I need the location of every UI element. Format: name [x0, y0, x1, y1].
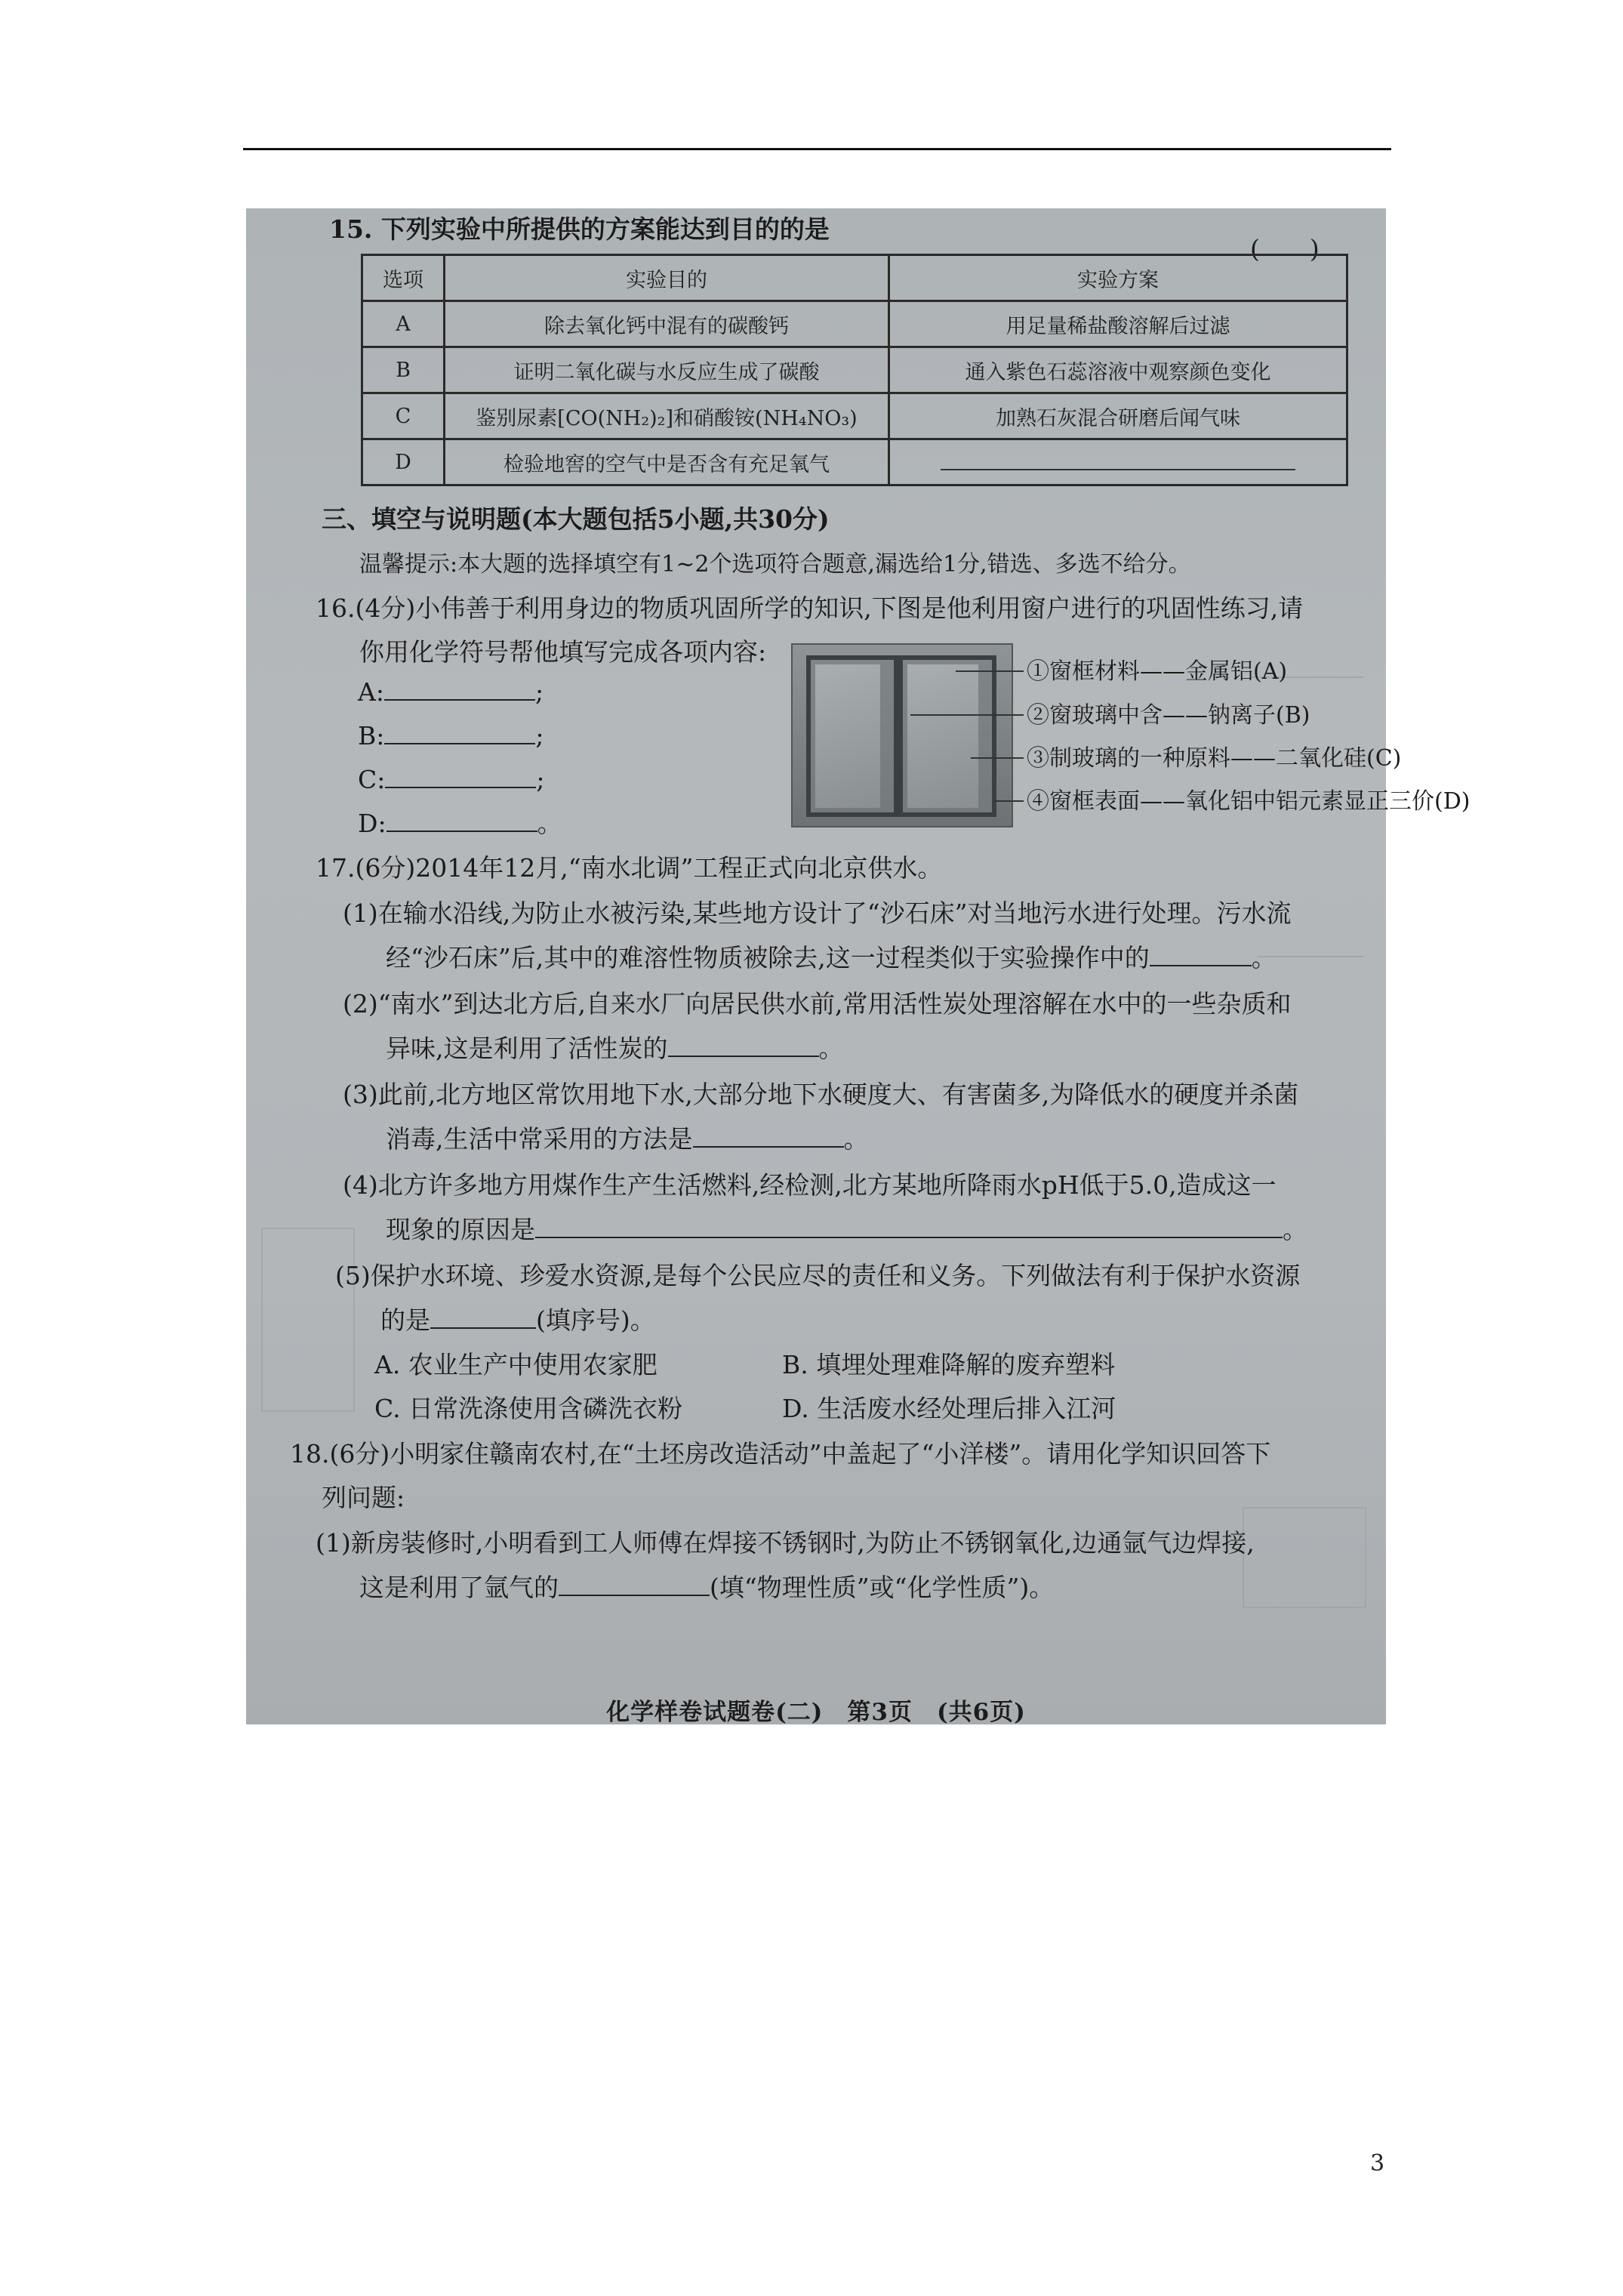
sentence-end: 。 — [1251, 943, 1277, 972]
q18-part1-hint: (填“物理性质”或“化学性质”)。 — [710, 1573, 1055, 1602]
sentence-end: 。 — [843, 1124, 869, 1154]
window-glass-left — [815, 664, 880, 808]
q16-blank-b — [358, 720, 544, 751]
table-header-row — [362, 255, 1347, 301]
window-label-4: ④窗框表面——氧化铝中铝元素显正三价(D) — [1027, 788, 1471, 815]
q16-blank-d — [358, 808, 562, 839]
q17-part2-line2 — [386, 1033, 844, 1064]
plan-cell: 通入紫色石蕊溶液中观察颜色变化 — [889, 347, 1347, 393]
scanned-exam-page — [246, 208, 1471, 1726]
table-row — [362, 393, 1347, 439]
q18-part1-text: 这是利用了氩气的 — [359, 1573, 559, 1602]
q16-blank-c — [358, 764, 545, 795]
q17-part4-text: 现象的原因是 — [386, 1215, 535, 1244]
answer-blank — [384, 676, 535, 701]
plan-cell: 用足量稀盐酸溶解后过滤 — [889, 301, 1347, 347]
q17-option-a: A. 农业生产中使用农家肥 — [374, 1350, 658, 1379]
blank-label: A: — [358, 677, 384, 707]
bleed-through-mark — [1243, 1507, 1366, 1608]
answer-blank — [385, 764, 536, 788]
q15-experiment-table — [361, 254, 1348, 486]
pointer-line — [993, 800, 1024, 802]
page-number: 3 — [1370, 2150, 1385, 2177]
q17-part1-line2 — [386, 942, 1277, 973]
q17-part3-text: 消毒,生活中常采用的方法是 — [386, 1124, 693, 1154]
answer-blank — [430, 1305, 536, 1329]
answer-blank — [559, 1572, 710, 1596]
q17-option-b: B. 填埋处理难降解的废弃塑料 — [782, 1350, 1116, 1379]
sentence-end: 。 — [818, 1034, 844, 1063]
purpose-cell: 证明二氧化碳与水反应生成了碳酸 — [445, 347, 889, 393]
q17-part2-line1: (2)“南水”到达北方后,自来水厂向居民供水前,常用活性炭处理溶解在水中的一些杂质和 — [343, 989, 1292, 1019]
answer-blank — [693, 1123, 844, 1148]
column-header-purpose: 实验目的 — [445, 255, 889, 301]
q17-part3-line2 — [386, 1123, 869, 1154]
window-glass-right — [907, 664, 978, 808]
blank-label: B: — [358, 721, 385, 750]
q17-option-d: D. 生活废水经处理后排入江河 — [782, 1394, 1116, 1423]
q17-part1-text: 经“沙石床”后,其中的难溶性物质被除去,这一过程类似于实验操作中的 — [386, 943, 1150, 972]
column-header-option: 选项 — [362, 255, 445, 301]
option-cell: D — [362, 439, 445, 485]
plan-cell: 加熟石灰混合研磨后闻气味 — [889, 393, 1347, 439]
blank-label: C: — [358, 765, 386, 794]
q17-part5-line1: (5)保护水环境、珍爱水资源,是每个公民应尽的责任和义务。下列做法有利于保护水资源 — [335, 1261, 1301, 1290]
table-row — [362, 347, 1347, 393]
bleed-through-mark — [261, 1228, 355, 1412]
window-label-1: ①窗框材料——金属铝(A) — [1027, 658, 1288, 685]
q18-stem-line1: 18.(6分)小明家住赣南农村,在“土坯房改造活动”中盖起了“小洋楼”。请用化学知识回答下 — [290, 1439, 1271, 1469]
blank-end: ; — [536, 765, 545, 794]
q17-part5-text: 的是 — [380, 1305, 430, 1335]
section-3-title: 三、填空与说明题(本大题包括5小题,共30分) — [322, 504, 830, 534]
q18-part1-line1: (1)新房装修时,小明看到工人师傅在焊接不锈钢时,为防止不锈钢氧化,边通氩气边焊接, — [316, 1528, 1255, 1558]
purpose-cell: 除去氧化钙中混有的碳酸钙 — [445, 301, 889, 347]
header-rule — [243, 148, 1391, 150]
answer-blank — [941, 449, 1295, 470]
window-label-3: ③制玻璃的一种原料——二氧化硅(C) — [1027, 745, 1402, 772]
exam-page-footer: 化学样卷试题卷(二) 第3页 (共6页) — [606, 1699, 1026, 1726]
q17-part4-line1: (4)北方许多地方用煤作生产生活燃料,经检测,北方某地所降雨水pH低于5.0,造成这一 — [343, 1170, 1277, 1200]
q17-stem: 17.(6分)2014年12月,“南水北调”工程正式向北京供水。 — [316, 853, 943, 883]
q18-stem-line2: 列问题: — [322, 1483, 405, 1512]
answer-blank — [1150, 942, 1252, 966]
answer-blank — [668, 1033, 819, 1057]
sentence-end: 。 — [1283, 1215, 1307, 1244]
blank-end: ; — [535, 721, 544, 750]
window-label-2: ②窗玻璃中含——钠离子(B) — [1027, 702, 1310, 729]
purpose-cell: 检验地窖的空气中是否含有充足氧气 — [445, 439, 889, 485]
plan-cell-blank — [889, 439, 1347, 485]
q17-part1-line1: (1)在输水沿线,为防止水被污染,某些地方设计了“沙石床”对当地污水进行处理。污水流 — [343, 898, 1292, 928]
q17-part4-line2 — [386, 1214, 1307, 1245]
q17-part5-line2 — [380, 1305, 655, 1336]
q17-part5-hint: (填序号)。 — [536, 1305, 655, 1335]
column-header-plan: 实验方案 — [889, 255, 1347, 301]
option-cell: C — [362, 393, 445, 439]
q16-blank-a — [358, 676, 544, 707]
q17-option-c: C. 日常洗涤使用含磷洗衣粉 — [374, 1394, 683, 1423]
q15-stem: 15. 下列实验中所提供的方案能达到目的的是 — [329, 214, 830, 244]
answer-blank — [384, 720, 535, 744]
table-row — [362, 439, 1347, 485]
q16-stem-line2: 你用化学符号帮他填写完成各项内容: — [359, 637, 767, 667]
blank-end: 。 — [537, 809, 562, 838]
q17-part3-line1: (3)此前,北方地区常饮用地下水,大部分地下水硬度大、有害菌多,为降低水的硬度并杀菌 — [343, 1080, 1299, 1109]
q18-part1-line2 — [359, 1572, 1054, 1603]
section-3-tip: 温馨提示:本大题的选择填空有1~2个选项符合题意,漏选给1分,错选、多选不给分。 — [359, 551, 1191, 578]
blank-end: ; — [534, 677, 544, 707]
option-cell: B — [362, 347, 445, 393]
answer-blank — [535, 1214, 1283, 1238]
blank-label: D: — [358, 809, 387, 838]
pointer-line — [956, 670, 1024, 672]
option-cell: A — [362, 301, 445, 347]
purpose-cell: 鉴别尿素[CO(NH₂)₂]和硝酸铵(NH₄NO₃) — [445, 393, 889, 439]
answer-blank — [387, 808, 537, 832]
q15-answer-bracket: ( ) — [1250, 234, 1320, 264]
q17-part2-text: 异味,这是利用了活性炭的 — [386, 1034, 668, 1063]
table-row — [362, 301, 1347, 347]
q16-stem-line1: 16.(4分)小伟善于利用身边的物质巩固所学的知识,下图是他利用窗户进行的巩固性练习,请 — [316, 593, 1304, 623]
pointer-line — [910, 714, 1024, 716]
pointer-line — [971, 757, 1024, 759]
